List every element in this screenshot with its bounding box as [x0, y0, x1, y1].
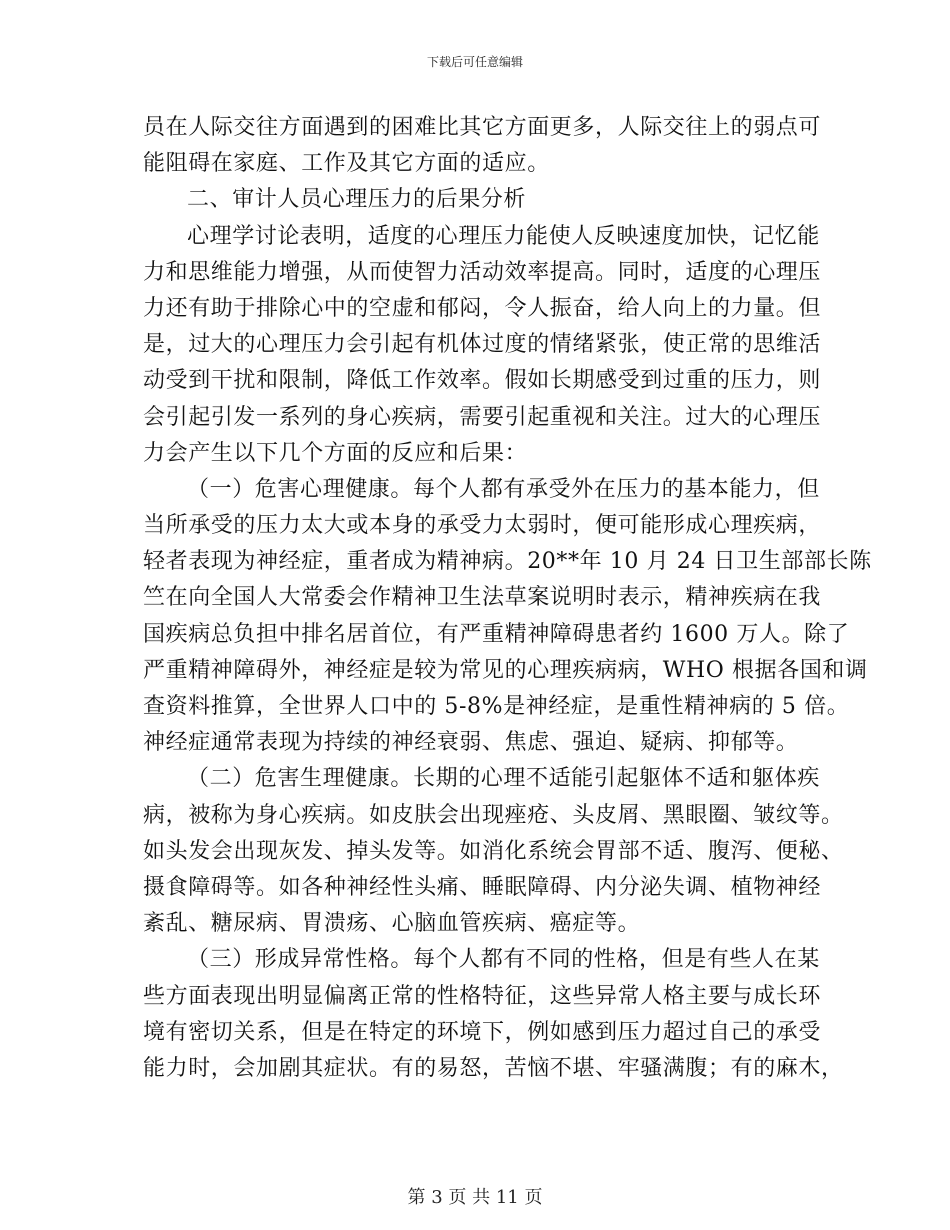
text-line: 如头发会出现灰发、掉头发等。如消化系统会胃部不适、腹泻、便秘、 [143, 838, 844, 864]
document-body [143, 110, 872, 1087]
text-line: 国疾病总负担中排名居首位，有严重精神障碍患者约 1600 万人。除了 [143, 621, 850, 647]
text-line: 病，被称为身心疾病。如皮肤会出现痤疮、头皮屑、黑眼圈、皱纹等。 [143, 802, 844, 828]
text-line: 摄食障碍等。如各种神经性头痛、睡眠障碍、内分泌失调、植物神经 [143, 874, 822, 900]
page-header: 下载后可任意编辑 [426, 55, 523, 69]
text-line: （三）形成异常性格。每个人都有不同的性格，但是有些人在某 [187, 947, 820, 973]
text-line: 会引起引发一系列的身心疾病，需要引起重视和关注。过大的心理压 [143, 404, 822, 430]
text-line: 轻者表现为神经症，重者成为精神病。20**年 10 月 24 日卫生部部长陈 [143, 549, 872, 575]
text-line: 神经症通常表现为持续的神经衰弱、焦虑、强迫、疑病、抑郁等。 [143, 730, 799, 756]
text-line: 力还有助于排除心中的空虚和郁闷，令人振奋，给人向上的力量。但 [143, 295, 822, 321]
text-line: 心理学讨论表明，适度的心理压力能使人反映速度加快，记忆能 [187, 223, 820, 249]
text-line: （二）危害生理健康。长期的心理不适能引起躯体不适和躯体疾 [187, 766, 820, 792]
text-line: 境有密切关系，但是在特定的环境下，例如感到压力超过自己的承受 [143, 1019, 822, 1045]
page-number: 第 3 页 共 11 页 [407, 1187, 543, 1208]
text-line: 力会产生以下几个方面的反应和后果： [143, 440, 528, 466]
section-heading: 二、审计人员心理压力的后果分析 [187, 187, 527, 213]
text-line: 力和思维能力增强，从而使智力活动效率提高。同时，适度的心理压 [143, 259, 822, 285]
text-line: 能阻碍在家庭、工作及其它方面的适应。 [143, 151, 550, 177]
text-line: 严重精神障碍外，神经症是较为常见的心理疾病病，WHO 根据各国和调 [143, 657, 868, 683]
text-line: 竺在向全国人大常委会作精神卫生法草案说明时表示，精神疾病在我 [143, 585, 822, 611]
text-line: 查资料推算，全世界人口中的 5-8%是神经症，是重性精神病的 5 倍。 [143, 694, 850, 719]
text-line: 员在人际交往方面遇到的困难比其它方面更多，人际交往上的弱点可 [143, 115, 822, 140]
text-line: 能力时，会加剧其症状。有的易怒，苦恼不堪、牢骚满腹；有的麻木， [143, 1055, 844, 1081]
text-line: 紊乱、糖尿病、胃溃疡、心脑血管疾病、癌症等。 [143, 911, 641, 937]
text-line: （一）危害心理健康。每个人都有承受外在压力的基本能力，但 [187, 476, 820, 502]
text-line: 动受到干扰和限制，降低工作效率。假如长期感受到过重的压力，则 [143, 368, 822, 394]
text-line: 些方面表现出明显偏离正常的性格特征，这些异常人格主要与成长环 [143, 983, 822, 1009]
text-line: 当所承受的压力太大或本身的承受力太弱时，便可能形成心理疾病， [143, 513, 822, 539]
text-line: 是，过大的心理压力会引起有机体过度的情绪紧张，使正常的思维活 [143, 332, 822, 358]
